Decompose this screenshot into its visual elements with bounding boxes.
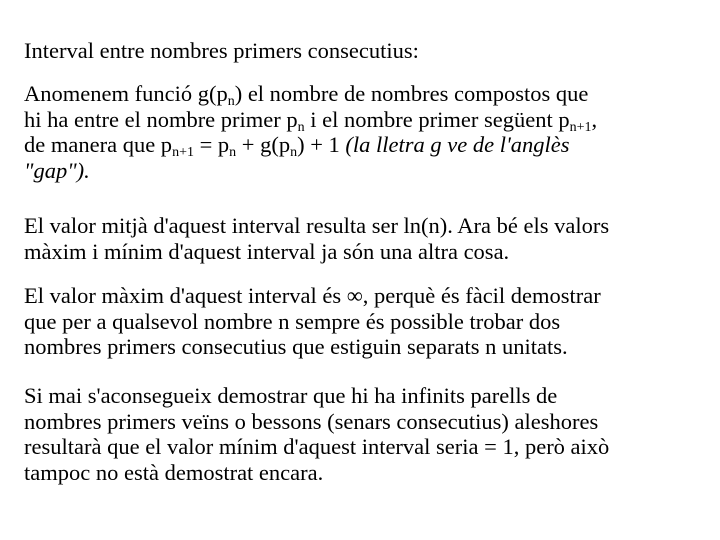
paragraph-mean-value <box>24 213 714 264</box>
paragraph-gap-definition <box>24 81 714 183</box>
slide <box>24 0 714 540</box>
paragraph-line: nombres primers veïns o bessons (senars consecutius) aleshores <box>24 408 599 434</box>
paragraph-line: Anomenem funció $g(p_n)$ el nombre de nombres compostos que <box>24 81 589 109</box>
paragraph-line: Si mai s'aconsegueix demostrar que hi ha infinits parells de <box>24 383 558 408</box>
paragraph-line: màxim i mínim d'aquest interval ja són una altra cosa. <box>24 238 510 264</box>
paragraph-min-value <box>24 383 714 485</box>
paragraph-line: resultarà que el valor mínim d'aquest interval seria = 1, però això <box>24 434 610 459</box>
paragraph-line: hi ha entre el nombre primer $p_n$ i el nombre primer següent $p_{n+1}$, <box>24 106 598 135</box>
paragraph-max-value <box>24 283 714 360</box>
paragraph-line: El valor màxim d'aquest interval és ∞, perquè és fàcil demostrar <box>24 283 601 308</box>
paragraph-line: "gap"). <box>24 157 90 183</box>
section-heading: Interval entre nombres primers consecutius: <box>24 38 419 63</box>
paragraph-line: que per a qualsevol nombre n sempre és possible trobar dos <box>24 308 561 334</box>
paragraph-line: tampoc no està demostrat encara. <box>24 459 324 485</box>
paragraph-line: nombres primers consecutius que estiguin separats n unitats. <box>24 334 568 359</box>
paragraph-line: de manera que $p_{n+1} = p_n + g(p_n) + 1$ (la lletra g ve de l'anglès <box>24 132 570 160</box>
paragraph-line: El valor mitjà d'aquest interval resulta ser ln(n). Ara bé els valors <box>24 213 610 238</box>
